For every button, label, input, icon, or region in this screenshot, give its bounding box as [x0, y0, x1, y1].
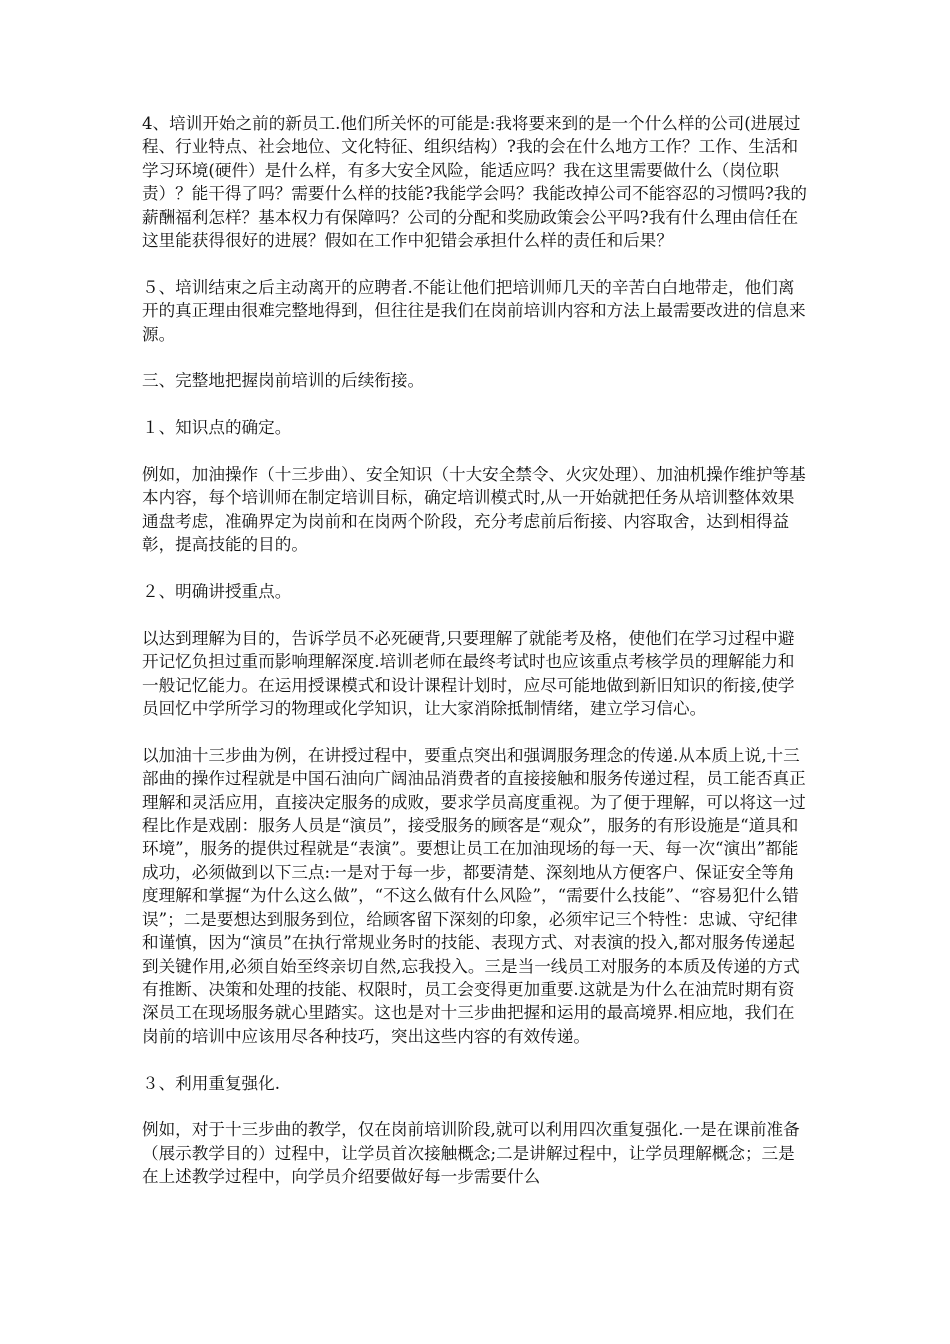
document-body [142, 112, 810, 1212]
paragraph-new-employee-concerns: 4、培训开始之前的新员工.他们所关怀的可能是:我将要来到的是一个什么样的公司(进展过程、行业特点、社会地位、文化特征、组织结构）?我的会在什么地方工作？工作、生活和学习环境(硬件）是什么样，有多大安全风险，能适应吗？我在这里需要做什么（岗位职责）？能干得了吗？需要什么样的技能?我能学会吗？我能改掉公司不能容忍的习惯吗?我的薪酬福利怎样？基本权力有保障吗？公司的分配和奖励政策会公平吗?我有什么理由信任在这里能获得很好的进展？假如在工作中犯错会承担什么样的责任和后果？ [142, 114, 807, 251]
paragraph-repetition-example: 例如，对于十三步曲的教学，仅在岗前培训阶段,就可以利用四次重复强化.一是在课前准备（展示教学目的）过程中，让学员首次接触概念;二是讲解过程中，让学员理解概念；三是在上述教学过程中，向学员介绍要做好每一步需要什么 [142, 1120, 800, 1187]
subheading-teaching-focus: ２、明确讲授重点。 [142, 582, 292, 602]
section-heading-follow-up: 三、完整地把握岗前培训的后续衔接。 [142, 371, 425, 391]
paragraph-departed-applicants: ５、培训结束之后主动离开的应聘者.不能让他们把培训师几天的辛苦白白地带走，他们离开的真正理由很难完整地得到，但往往是我们在岗前培训内容和方法上最需要改进的信息来源。 [142, 277, 806, 344]
paragraph-knowledge-example: 例如，加油操作（十三步曲）、安全知识（十大安全禁令、火灾处理）、加油机操作维护等基本内容，每个培训师在制定培训目标，确定培训模式时,从一开始就把任务从培训整体效果通盘考虑，准确界定为岗前和在岗两个阶段，充分考虑前后衔接、内容取舍，达到相得益彰，提高技能的目的。 [142, 465, 806, 555]
paragraph-understanding-goal: 以达到理解为目的，告诉学员不必死硬背,只要理解了就能考及格，使他们在学习过程中避开记忆负担过重而影响理解深度.培训老师在最终考试时也应该重点考核学员的理解能力和一般记忆能力。在运用授课模式和设计课程计划时，应尽可能地做到新旧知识的衔接,使学员回忆中学所学习的物理或化学知识，让大家消除抵制情绪，建立学习信心。 [142, 628, 795, 719]
subheading-repetition: ３、利用重复强化. [142, 1073, 281, 1093]
paragraph-thirteen-steps: 以加油十三步曲为例，在讲授过程中，要重点突出和强调服务理念的传递.从本质上说,十三部曲的操作过程就是中国石油向广阔油品消费者的直接接触和服务传递过程，员工能否真正理解和灵活应用，直接决定服务的成败，要求学员高度重视。为了便于理解，可以将这一过程比作是戏剧：服务人员是“演员”，接受服务的顾客是“观众”，服务的有形设施是“道具和环境”，服务的提供过程就是“表演”。要想让员工在加油现场的每一天、每一次“演出”都能成功，必须做到以下三点:一是对于每一步，都要清楚、深刻地从方便客户、保证安全等角度理解和掌握“为什么这么做”，“不这么做有什么风险”，“需要什么技能”、“容易犯什么错误”；二是要想达到服务到位，给顾客留下深刻的印象，必须牢记三个特性：忠诚、守纪律和谨慎，因为“演员”在执行常规业务时的技能、表现方式、对表演的投入,都对服务传递起到关键作用,必须自始至终亲切自然,忘我投入。三是当一线员工对服务的本质及传递的方式有推断、决策和处理的技能、权限时，员工会变得更加重要.这就是为什么在油荒时期有资深员工在现场服务就心里踏实。这也是对十三步曲把握和运用的最高境界.相应地，我们在岗前的培训中应该用尽各种技巧，突出这些内容的有效传递。 [142, 745, 806, 1046]
subheading-knowledge-points: １、知识点的确定。 [142, 418, 292, 438]
